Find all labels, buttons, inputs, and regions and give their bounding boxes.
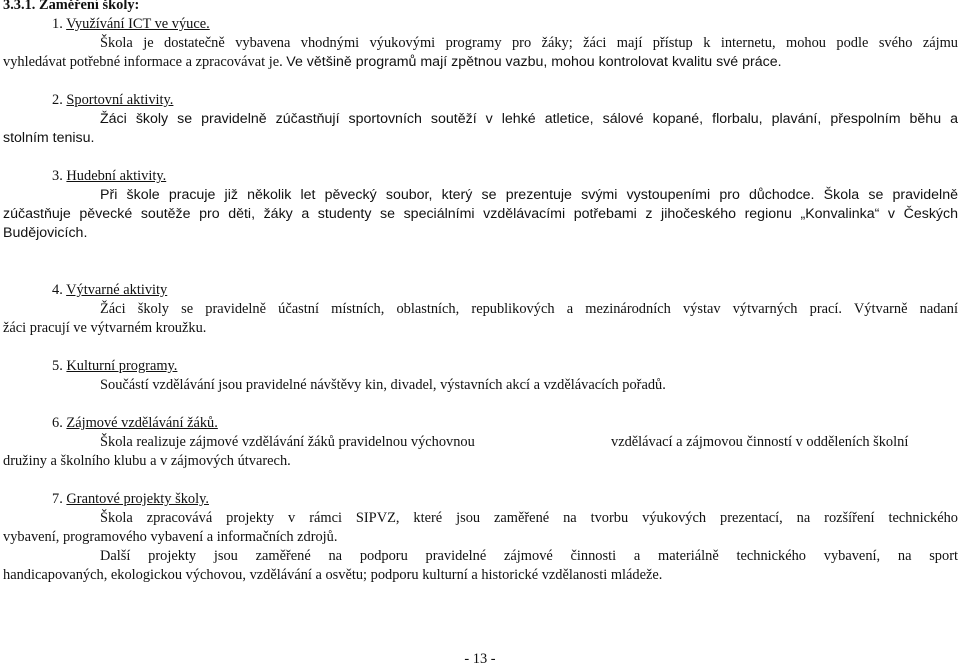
item-1-text-2a: vyhledávat potřebné informace a zpracovávat je.: [3, 54, 283, 70]
item-1-text-2b: Ve většině programů mají zpětnou vazbu, mohou kontrolovat kvalitu své práce.: [286, 54, 782, 70]
item-2-line-1: [3, 110, 958, 128]
item-6-title: Zájmové vzdělávání žáků.: [66, 415, 218, 431]
item-7-title: Grantové projekty školy.: [66, 491, 209, 507]
item-4-line-2: žáci pracují ve výtvarném kroužku.: [3, 320, 207, 336]
item-3-line-2: [3, 205, 958, 223]
item-6-number: 6.: [52, 415, 63, 431]
item-1-line-2: [3, 53, 782, 71]
item-1-title: Využívání ICT ve výuce.: [66, 16, 210, 32]
item-3-number: 3.: [52, 168, 63, 184]
item-2-number: 2.: [52, 92, 63, 108]
item-5-title: Kulturní programy.: [66, 358, 178, 374]
item-2-text-1: Žáci školy se pravidelně zúčastňují sportovních soutěží v lehké atletice, sálové kopané, florbalu, plavání, přespolním běhu a: [100, 111, 958, 127]
page-number: - 13 -: [464, 651, 496, 667]
item-7-line-1: [3, 509, 958, 527]
item-3-line-1: [3, 186, 958, 204]
item-7-line-3: [3, 547, 958, 565]
item-4-line-1: [3, 300, 958, 318]
item-4-heading: [52, 281, 167, 299]
item-7-heading: [52, 490, 209, 508]
item-5-heading: [52, 357, 177, 375]
item-6-line-2: družiny a školního klubu a v zájmových útvarech.: [3, 453, 291, 469]
item-7-line-2: vybavení, programového vybavení a informačních zdrojů.: [3, 529, 338, 545]
item-2-line-2: stolním tenisu.: [3, 130, 95, 146]
item-4-number: 4.: [52, 282, 63, 298]
item-7-text-1: Škola zpracovává projekty v rámci SIPVZ, které jsou zaměřené na tvorbu výukových prezentací, na rozšíření technického: [100, 510, 958, 526]
item-5-number: 5.: [52, 358, 63, 374]
item-3-line-3: Budějovicích.: [3, 225, 88, 241]
item-7-number: 7.: [52, 491, 63, 507]
item-6-line-1b: vzdělávací a zájmovou činností v odděleních školní: [611, 434, 909, 450]
item-7-text-3: Další projekty jsou zaměřené na podporu pravidelné zájmové činnosti a materiálně technického vybavení, na sport: [100, 548, 958, 564]
item-3-title: Hudební aktivity.: [66, 168, 167, 184]
item-2-heading: [52, 91, 173, 109]
item-6-line-1a: Škola realizuje zájmové vzdělávání žáků pravidelnou výchovnou: [100, 434, 475, 450]
item-3-text-1: Při škole pracuje již několik let pěvecký soubor, který se prezentuje svými vystoupeními pro důchodce. Škola se pravidelně: [100, 187, 958, 203]
item-3-heading: [52, 167, 166, 185]
section-heading: 3.3.1. Zaměření školy:: [3, 0, 140, 13]
item-2-title: Sportovní aktivity.: [66, 92, 174, 108]
item-1-text-1: Škola je dostatečně vybavena vhodnými výukovými programy pro žáky; žáci mají přístup k internetu, mohou podle svého zájmu: [100, 35, 958, 51]
item-5-line-1: Součástí vzdělávání jsou pravidelné návštěvy kin, divadel, výstavních akcí a vzdělávacích pořadů.: [100, 377, 666, 393]
item-1-line-1: [3, 34, 958, 52]
item-7-line-4: handicapovaných, ekologickou výchovou, vzdělávání a osvětu; podporu kulturní a historické vzdělanosti mládeže.: [3, 567, 663, 583]
item-1-number: 1.: [52, 16, 63, 32]
item-3-text-2: zúčastňuje pěvecké soutěže pro děti, žáky a studenty se speciálními vzdělávacími potřebami z jihočeského regionu „Konvalinka“ v Českých: [3, 206, 958, 222]
item-4-title: Výtvarné aktivity: [66, 282, 168, 298]
item-1-heading: [52, 15, 210, 33]
item-6-heading: [52, 414, 218, 432]
item-4-text-1: Žáci školy se pravidelně účastní místních, oblastních, republikových a mezinárodních výstav výtvarných prací. Výtvarně nadaní: [100, 301, 958, 317]
